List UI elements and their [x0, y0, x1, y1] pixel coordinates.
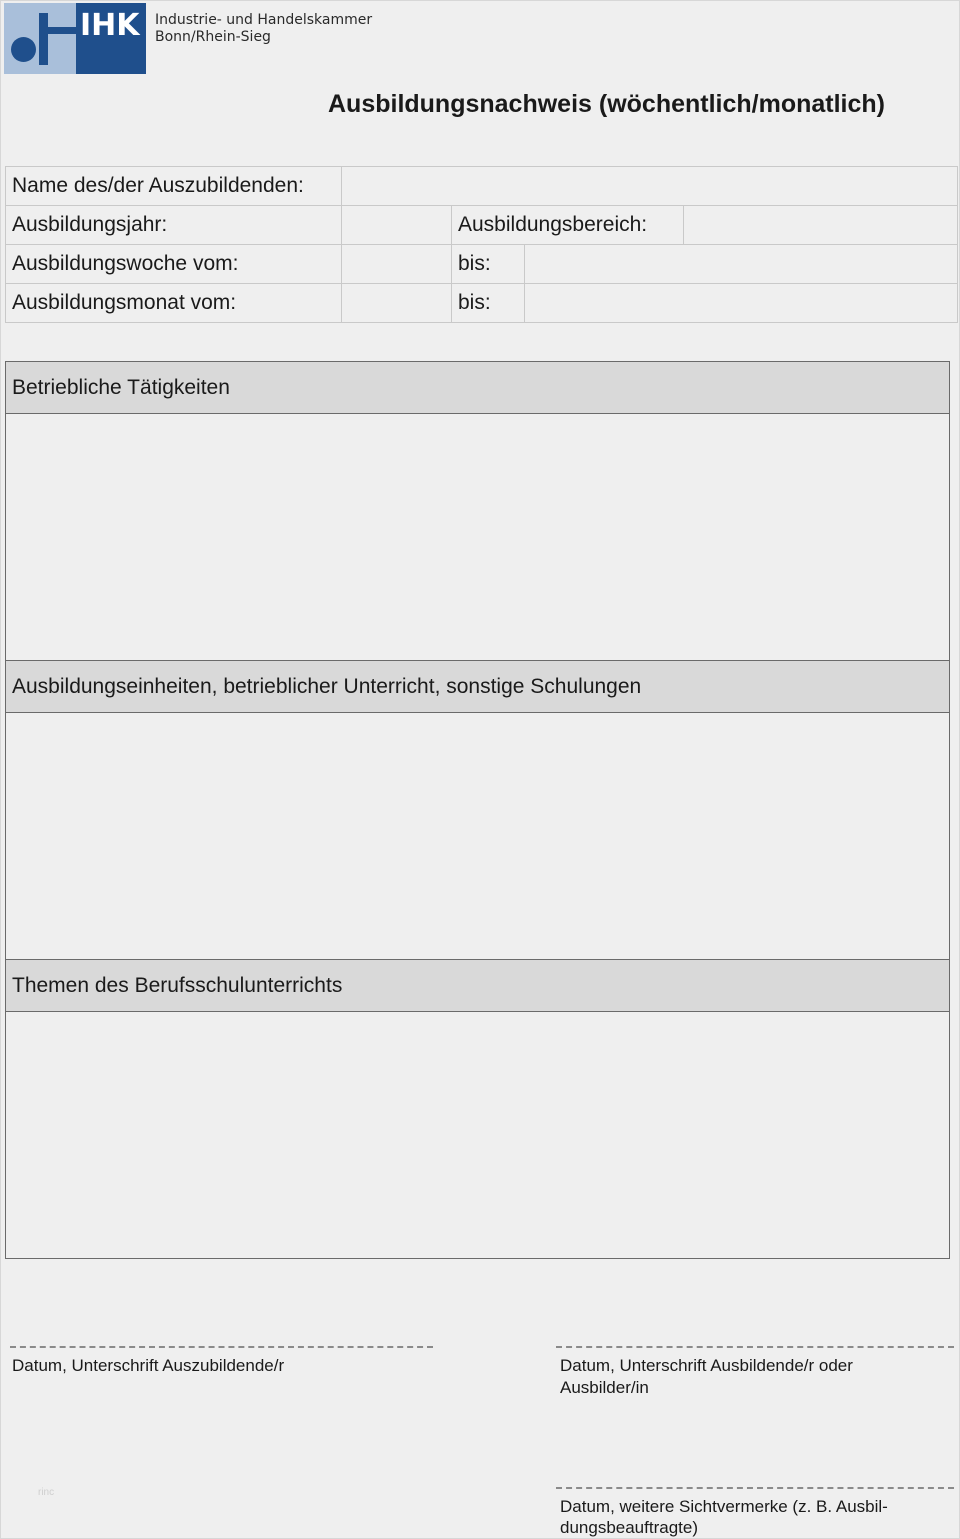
trainer-signature-label-line1: Datum, Unterschrift Ausbildende/r oder: [560, 1356, 853, 1375]
ihk-logo: [4, 3, 146, 74]
report-sections: [5, 361, 950, 1259]
chamber-name-line2: Bonn/Rhein-Sieg: [155, 29, 271, 45]
trainee-signature-line[interactable]: [10, 1346, 433, 1348]
activities-text-area[interactable]: [6, 414, 949, 661]
watermark: rinc: [38, 1487, 55, 1498]
chamber-name-line1: Industrie- und Handelskammer: [155, 12, 373, 28]
table-row: [6, 245, 958, 284]
trainer-signature-line[interactable]: [556, 1346, 954, 1348]
logo-dot: [11, 37, 36, 62]
other-remarks-label-line1: Datum, weitere Sichtvermerke (z. B. Ausbil-: [560, 1497, 888, 1516]
other-remarks-label: [560, 1496, 888, 1538]
week-label: Ausbildungswoche vom:: [6, 245, 342, 284]
trainee-signature-label: Datum, Unterschrift Auszubildende/r: [12, 1356, 285, 1375]
table-row: [6, 206, 958, 245]
year-label: Ausbildungsjahr:: [6, 206, 342, 245]
document-title: Ausbildungsnachweis (wöchentlich/monatlich): [328, 90, 885, 118]
trainer-signature-label: [560, 1355, 853, 1399]
table-row: [6, 284, 958, 323]
school-topics-text-area[interactable]: [6, 1012, 949, 1258]
week-to-field[interactable]: [525, 245, 958, 284]
year-field[interactable]: [342, 206, 452, 245]
month-to-field[interactable]: [525, 284, 958, 323]
trainee-info-table: [5, 166, 958, 323]
month-label: Ausbildungsmonat vom:: [6, 284, 342, 323]
logo-abbreviation: IHK: [76, 3, 146, 74]
section-heading-activities: Betriebliche Tätigkeiten: [6, 362, 949, 414]
logo-symbol-icon: [4, 3, 76, 74]
name-field[interactable]: [342, 167, 958, 206]
chamber-name: [155, 12, 372, 46]
name-label: Name des/der Auszubildenden:: [6, 167, 342, 206]
area-label: Ausbildungsbereich:: [452, 206, 684, 245]
week-to-label: bis:: [452, 245, 525, 284]
other-remarks-label-line2: dungsbeauftragte): [560, 1518, 698, 1537]
month-to-label: bis:: [452, 284, 525, 323]
trainer-signature-label-line2: Ausbilder/in: [560, 1378, 649, 1397]
section-heading-school-topics: Themen des Berufsschulunterrichts: [6, 960, 949, 1012]
area-field[interactable]: [684, 206, 958, 245]
section-heading-training-units: Ausbildungseinheiten, betrieblicher Unterricht, sonstige Schulungen: [6, 661, 949, 713]
month-from-field[interactable]: [342, 284, 452, 323]
other-remarks-line[interactable]: [556, 1487, 954, 1489]
logo-bar-horizontal: [48, 27, 76, 34]
logo-bar-vertical: [39, 13, 48, 65]
week-from-field[interactable]: [342, 245, 452, 284]
table-row: [6, 167, 958, 206]
training-units-text-area[interactable]: [6, 713, 949, 960]
